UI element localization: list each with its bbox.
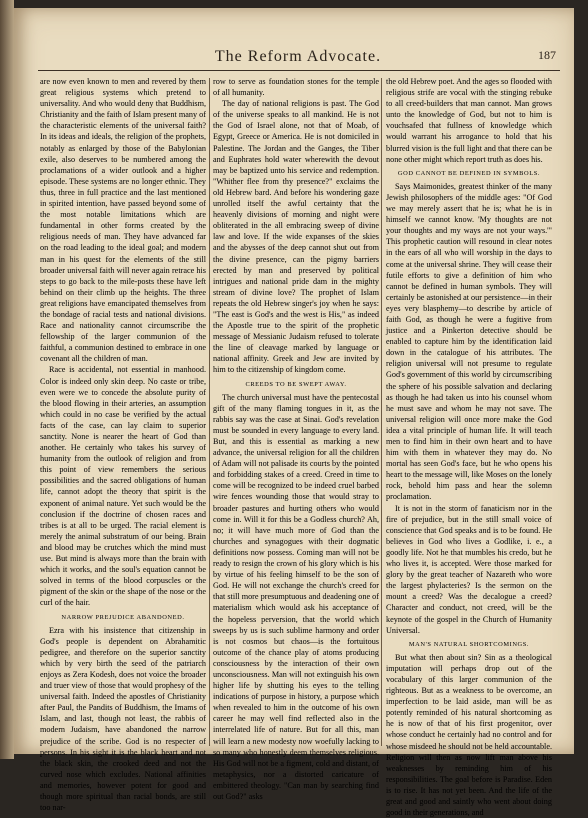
paragraph: But what then about sin? Sin as a theological imputation will perhaps drop out of the vocabulary of this larger communion of the righteous. But as a weakness to be overcome, an imperfection to be laid aside, man will be as potently reminded of his natural shortcoming as he is now of that of his first progenitor, over whose conduct he certainly had no control and for whose misdeed he should not be held accountable. Religion will then as now lift man above his weaknesses by reminding him of his responsibilities. The goal before is Paradise. Eden is to rise. It has not yet been. And the life of the great and good and saintly who went about doing good in their generations, and [386,652,552,818]
page-number: 187 [538,48,556,62]
text-column-left [40,76,206,813]
section-subheading: CREEDS TO BE SWEPT AWAY. [245,380,347,388]
text-column-middle [213,76,379,801]
section-subheading: GOD CANNOT BE DEFINED IN SYMBOLS. [397,169,541,177]
section-subheading: MAN'S NATURAL SHORTCOMINGS. [408,640,530,648]
paragraph: Race is accidental, not essential in manhood. Color is indeed only skin deep. No caste or tribe, even were we to concede the absolute purity of the blood flowing in their arteries, an assumption which could in no case be verified by the actual facts of the case, can lay claim to superior sanctity. None is nearer the heart of God than another. He certainly who takes his survey of humanity from the outlook of religion and from this point of view remembers the serious possibilities and the sacred obligations of human life, cannot adopt the theory that spirit is the exponent of animal nature. Yet such would be the conclusion if the doctrine of chosen races and tribes is at all to be urged. The racial element is merely the animal substratum of our being. Brain and blood may be crutches which the mind must use. But mind is always more than the brain with which it works, and the soul's equation cannot be solved in terms of the blood corpuscles or the pigment of the skin or the shape of the nose or the curl of the hair. [40,365,206,608]
paragraph: The day of national religions is past. The God of the universe speaks to all mankind. He is not the God of Israel alone, not that of Moab, of Egypt, Greece or America. He is not domiciled in Palestine. The Jordan and the Ganges, the Tiber and Euphrates hold water wherewith the devout may be baptized unto his service and redemption. "Whither flee from thy presence?" exclaims the old Hebrew bard. And before his wondering gaze unrolled itself the awful certainty that the heavenly divisions of morning and night were obliterated in the all embracing sweep of divine law and love. If the wide expanses of the skies and the abysses of the deep cannot shut out from the divine presence, can the pigmy barriers erected by man and preserved by political intrigues and national pride dam in the mighty stream of divine love? The prophet of Islam repeats the old Hebrew singer's joy when he says: "The east is God's and the west is His," as indeed the Apostle true to the spirit of the prophetic message of Messianic Judaism refused to tolerate the line of cleavage marked by language or national affinity. Greek and Jew are invited by him to the citizenship of kingdom come. [213,99,379,375]
paragraph: Ezra with his insistence that citizenship in God's people is dependent on Abrahamitic pedigree, and therefore on the superior sanctity which by very birth the seed of the patriarch enjoys as Zera Kodesh, does not voice the broader and truer view of those that would prophesy of the universal faith. Indeed the apostles of Christianity after Paul, the Pandits of Buddhism, the Imams of Islam, and last, though not least, the rabbis of modern Judaism, have abandoned the narrow prejudice of the scribe. God is no respecter of persons. In his sight it is the black heart and not the black skin, the crooked deed and not the curved nose which excludes. National affinities and memories, however potent for good and though more spiritual than racial bonds, are still too nar- [40,625,206,813]
book-spine-shadow [0,0,14,759]
header-rule [38,70,560,71]
paragraph: It is not in the storm of fanaticism nor in the fire of prejudice, but in the still small voice of conscience that God speaks and is to be found. He believes in God who lives a Godlike, i. e., a goodly life. Not he that mumbles his credo, but he who lives it, is accepted. Were those marked for glory by the great teacher of Nazareth who wore the largest phylacteries? Is the sermon on the mount a creed? Was the decalogue a creed? Character and conduct, not creed, will be the keynote of the gospel in the Church of Humanity Universal. [386,503,552,635]
paragraph: the old Hebrew poet. And the ages so flooded with religious strife are vocal with the stinging rebuke to all creed-builders that man cannot. Man grows unto the knowledge of God, but not to him is vouchsafed that fullness of knowledge which would warrant his arrogance to hold that his blurred vision is the full light and that there can be none other might which report truth as does his. [386,77,552,164]
paragraph: The church universal must have the pentecostal gift of the many flaming tongues in it, as the rabbis say was the case at Sinai. God's revelation must be sounded in every language to every land. But, and this is essential as marking a new advance, the universal religion for all the children of Adam will not palisade its courts by the pointed and forbidding stakes of a creed. Creed in time to come will be recognized to be indeed cruel barbed wire fences wounding those that would stray to broader pastures and hurting others who would come in. Will it for this be a Godless church? Ah, no; it will have much more of God than the churches and synagogues with their dogmatic definitions now possess. Coming man will not be ready to resign the crown of his glory which is his by virtue of his feeling himself to be the son of God. He will not exchange the church's creed for that still more presumptuous and deadening one of materialism which would ask his acceptance of the hopeless perversion, that the world which sweeps by us is such sublime harmony and order is not cosmos but chaos—is the fortuitous outcome of the chance play of atoms producing consciousness by the interaction of their own unconsciousness. Man will not extinguish his own higher life by shutting his eyes to the telling indications of purpose in history, a purpose which when revealed to him in the outcome of his own career he may well find reflected also in the interrelated life of nature. But for all this, man will learn a new modesty now woefully lacking to so many who honestly deem themselves religious. His God will not be a figment, cold and distant, of metaphysics, nor a distorted caricature of embittered theology. "Can man by searching find out God?" asks [213,392,379,801]
running-title: The Reform Advocate. [214,48,382,65]
paragraph: are now even known to men and revered by them great religious systems which pretend to universality. And who would deny that Buddhism, Christianity and the faith of Islam present many of the characteristic elements of the universal faith? In its ideas and ideals, the religion of the prophets, notably as enlarged by those of the Babylonian exile, also deserves to be numbered among the proclamations of a wider outlook and a higher episode. These systems are no longer ethnic. They thus, three in full practice and the last mentioned in spirited intention, have passed beyond some of the most notable limitations which are fundamental in other forms created by the religious needs of man. They have advanced far on the road leading to the ideal goal; and modern man in his quest for the elements of the still broader universal faith will never again retrace his steps to go back to the mile-posts these have left behind on their climb up the heights. The three great religions have emancipated themselves from the bondage of racial tests and national divisions. Race and nationality cannot circumscribe the fellowship of the larger communion of the faithful, a communion destined to embrace in one covenant all the children of man. [40,77,206,364]
paragraph: row to serve as foundation stones for the temple of all humanity. [213,77,379,98]
text-column-right [386,76,552,818]
column-divider [381,78,382,746]
paragraph: Says Maimonides, greatest thinker of the many Jewish philosophers of the middle ages: "Of God we may merely assert that he is; what he is in himself we cannot know. 'My thoughts are not your thoughts and my ways are not your ways.'" This prophetic caution will resound in clear notes in the ears of all who will worship in the days to come at the universal shrine. They will cease their futile efforts to give a definition of him who cannot be defined in human symbols. They will certainly be astonished at our persistence—in their eyes very blasphemy—to describe by article of faith God, as though he were a fugitive from justice and a Pinkerton detective should be enabled to capture him by the identification laid down in the catalogue of his attributes. The religion universal will not presume to regulate God's government of this world by circumscribing the sphere of his possible salvation and declaring as though he had taken us into his counsel whom he must save and whom he may not save. The universal religion will once more make the God idea a vital principle of human life. It will teach men to find him in their own heart and to have him with them in whatever they may do. No mortal has seen God's face, but he who opens his heart to the message will, like Moses on the lonely rock, behold him pass and hear the solemn proclamation. [386,181,552,502]
page-header [38,42,558,72]
column-divider [209,78,210,746]
section-subheading: NARROW PREJUDICE ABANDONED. [61,613,185,621]
